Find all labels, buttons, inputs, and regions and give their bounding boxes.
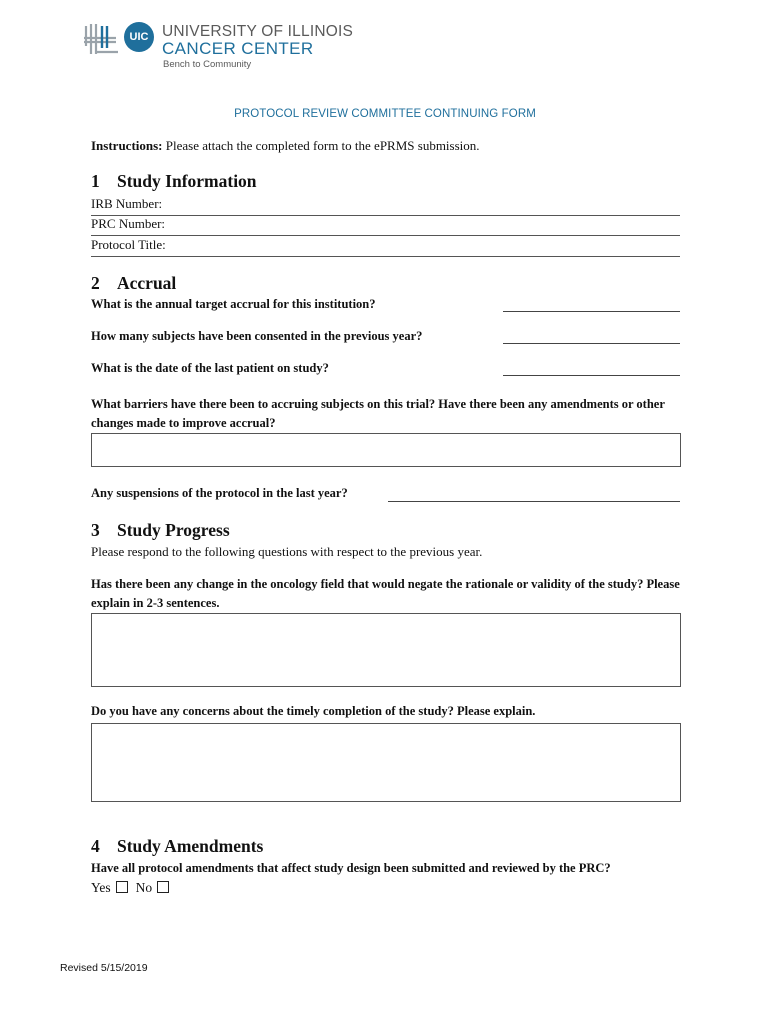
timely-completion-textbox[interactable]	[91, 723, 681, 802]
section-3-heading	[91, 520, 230, 541]
section-4-heading	[91, 836, 263, 857]
no-label: No	[135, 880, 153, 895]
suspensions-input[interactable]	[388, 500, 680, 502]
consented-input[interactable]	[503, 342, 680, 344]
instructions-label: Instructions:	[91, 138, 163, 153]
instructions-text: Please attach the completed form to the ePRMS submission.	[165, 138, 480, 153]
section-2-title: Accrual	[117, 273, 177, 293]
oncology-change-textbox[interactable]	[91, 613, 681, 687]
section-4-number: 4	[91, 836, 100, 856]
yes-label: Yes	[91, 880, 111, 895]
section-4-title: Study Amendments	[117, 836, 264, 856]
oncology-change-question: Has there been any change in the oncology field that would negate the rationale or validity of the study? Please explain in 2-3 sentences.	[91, 577, 680, 610]
revised-date: Revised 5/15/2019	[60, 962, 148, 974]
yes-checkbox[interactable]	[116, 881, 128, 893]
barriers-question: What barriers have there been to accruing subjects on this trial? Have there been any amendments or other changes made to improve accrual?	[91, 397, 665, 430]
target-accrual-input[interactable]	[503, 310, 680, 312]
section-1-heading	[91, 171, 257, 192]
irb-number-field[interactable]: IRB Number:	[91, 195, 680, 216]
uic-logo-badge: UIC	[124, 22, 154, 52]
last-patient-date-question: What is the date of the last patient on study?	[91, 361, 329, 375]
cancer-center-name: CANCER CENTER	[162, 39, 314, 58]
university-name: UNIVERSITY OF ILLINOIS	[162, 23, 354, 40]
section-1-number: 1	[91, 171, 100, 191]
study-progress-intro: Please respond to the following questions with respect to the previous year.	[91, 544, 483, 559]
suspensions-question: Any suspensions of the protocol in the last year?	[91, 486, 348, 500]
instructions	[91, 138, 480, 154]
form-title: PROTOCOL REVIEW COMMITTEE CONTINUING FORM	[234, 108, 536, 120]
yes-no-options	[91, 880, 177, 896]
tagline: Bench to Community	[163, 59, 252, 70]
cancer-center-logo-icon	[82, 22, 120, 56]
section-3-number: 3	[91, 520, 100, 540]
last-patient-date-input[interactable]	[503, 374, 680, 376]
amendments-question: Have all protocol amendments that affect study design been submitted and reviewed by the PRC?	[91, 861, 611, 875]
no-checkbox[interactable]	[157, 881, 169, 893]
consented-question: How many subjects have been consented in the previous year?	[91, 329, 423, 343]
section-3-title: Study Progress	[117, 520, 230, 540]
section-2-number: 2	[91, 273, 100, 293]
timely-completion-question: Do you have any concerns about the timely completion of the study? Please explain.	[91, 704, 536, 718]
target-accrual-question: What is the annual target accrual for this institution?	[91, 297, 376, 311]
prc-number-field[interactable]: PRC Number:	[91, 215, 680, 236]
barriers-textbox[interactable]	[91, 433, 681, 467]
section-1-title: Study Information	[117, 171, 257, 191]
section-2-heading	[91, 273, 176, 294]
protocol-title-field[interactable]: Protocol Title:	[91, 236, 680, 257]
